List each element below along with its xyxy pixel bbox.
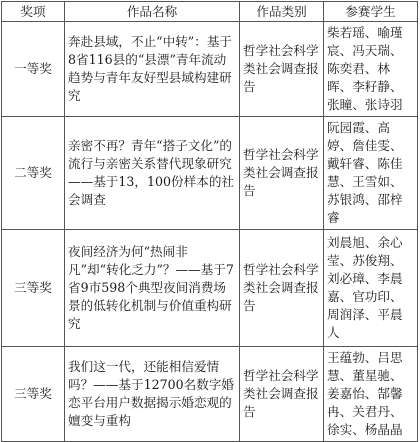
students-cell: 阮园霞、高婷、詹佳雯、戴轩睿、陈佳慧、王雪如、苏银鸿、邵梓睿 <box>324 117 418 230</box>
students-cell: 刘晨旭、余心莹、苏俊翔、刘必璋、李晨嘉、官功印、周润泽、平晨人 <box>324 230 418 347</box>
table-header-row <box>2 2 418 22</box>
category-cell: 哲学社会科学类社会调查报告 <box>240 22 324 117</box>
title-cell: 亲密不再？青年“搭子文化”的流行与亲密关系替代现象研究——基于13，100份样本的社会调查 <box>65 117 240 230</box>
table-row <box>2 117 418 230</box>
category-cell: 哲学社会科学类社会调查报告 <box>240 117 324 230</box>
category-cell: 哲学社会科学类社会调查报告 <box>240 230 324 347</box>
table-row <box>2 230 418 347</box>
title-cell: 奔赴县域，不止“中转”：基于8省116县的“县漂”青年流动趋势与青年友好型县域构建研究 <box>65 22 240 117</box>
students-cell: 王蕴勃、吕思慧、董星驰、姜嘉怡、郜馨冉、关君丹、徐实、杨晶晶 <box>324 347 418 442</box>
header-students: 参赛学生 <box>324 2 418 22</box>
title-cell: 我们这一代，还能相信爱情吗？——基于12700名数字婚恋平台用户数据揭示婚恋观的嬗变与重构 <box>65 347 240 442</box>
header-category: 作品类别 <box>240 2 324 22</box>
header-award: 奖项 <box>2 2 65 22</box>
students-cell: 柴若瑶、喻瑾宸、冯天瑞、陈奕君、林晖、李籽静、张瞳、张诗羽 <box>324 22 418 117</box>
title-cell: 夜间经济为何“热闹非凡”却“转化乏力”？——基于7省9市598个典型夜间消费场景的低转化机制与价值重构研究 <box>65 230 240 347</box>
awards-table <box>1 1 418 442</box>
table-row <box>2 347 418 442</box>
award-cell: 二等奖 <box>2 117 65 230</box>
award-cell: 三等奖 <box>2 230 65 347</box>
award-cell: 一等奖 <box>2 22 65 117</box>
table-row <box>2 22 418 117</box>
header-title: 作品名称 <box>65 2 240 22</box>
category-cell: 哲学社会科学类社会调查报告 <box>240 347 324 442</box>
award-cell: 三等奖 <box>2 347 65 442</box>
